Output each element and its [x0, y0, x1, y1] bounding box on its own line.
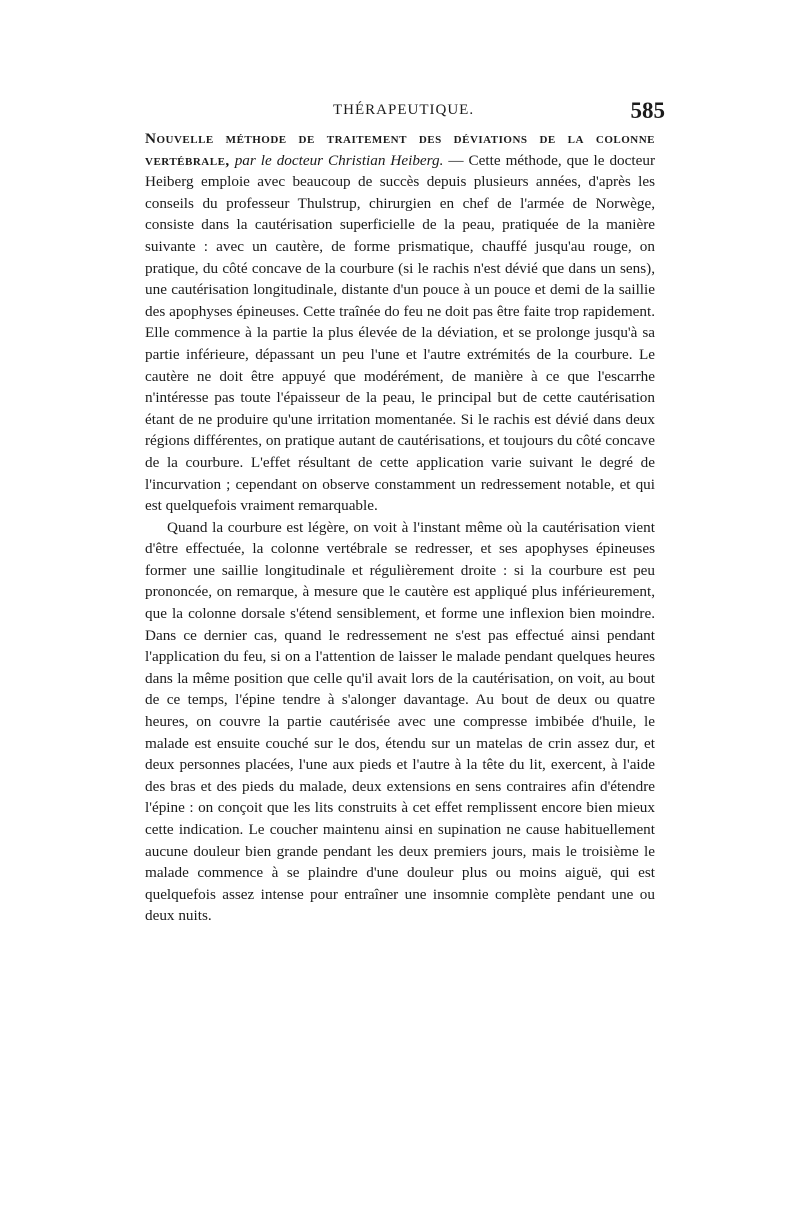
article-body [145, 128, 655, 927]
running-head [145, 98, 665, 128]
paragraph-2: Quand la courbure est légère, on voit à l'instant même où la cautérisation vient d'être effectuée, la colonne vertébrale se redresser, et ses apophyses épineuses former une saillie longitudinale et régulièrement droite : si la courbure est peu prononcée, on remarque, à mesure que le cautère est appliqué plus inférieurement, que la colonne dorsale s'étend sensiblement, et forme une inflexion bien moindre. Dans ce dernier cas, quand le redressement ne s'est pas effectué ainsi pendant l'application du feu, si on a l'attention de laisser le malade pendant quelques heures dans la même position que celle qu'il avait lors de la cautérisation, on voit, au bout de ce temps, l'épine tendre à s'alonger davantage. Au bout de deux ou quatre heures, on couvre la partie cautérisée avec une compresse imbibée d'huile, le malade est ensuite couché sur le dos, étendu sur un matelas de crin assez dur, et deux personnes placées, l'une aux pieds et l'autre à la tête du lit, exercent, à l'aide des bras et des pieds du malade, deux extensions en sens contraires afin d'étendre l'épine : on conçoit que les lits construits à cet effet remplissent encore bien mieux cette indication. Le coucher maintenu ainsi en supination ne cause habituellement aucune douleur bien grande pendant les deux premiers jours, mais le troisième le malade commence à se plaindre d'une douleur plus ou moins aiguë, qui est quelquefois assez intense pour entraîner une insomnie complète pendant une ou deux nuits. [145, 518, 655, 925]
article-byline: par le docteur Christian Heiberg. [229, 151, 444, 169]
running-title: THÉRAPEUTIQUE. [333, 102, 475, 118]
article-heading: Nouvelle méthode de traitement des déviations de la colonne vertébrale, [145, 130, 655, 169]
paragraph-1 [145, 128, 655, 517]
page-number: 585 [630, 98, 665, 123]
paragraph-1-text: — Cette méthode, que le docteur Heiberg emploie avec beaucoup de succès depuis plusieurs années, d'après les conseils du professeur Thulstrup, chirurgien en chef de l'armée de Norwège, consiste dans la cautérisation superficielle de la peau, pratiquée de la manière suivante : avec un cautère, de forme prismatique, chauffé jusqu'au rouge, on pratique, du côté concave de la courbure (si le rachis n'est dévié que dans un sens), une cautérisation longitudinale, distante d'un pouce à un pouce et demi de la saillie des apophyses épineuses. Cette traînée do feu ne doit pas être faite trop rapidement. Elle commence à la partie la plus élevée de la déviation, et se prolonge jusqu'à sa partie inférieure, dépassant un peu l'une et l'autre extrémités de la courbure. Le cautère ne doit être appuyé que modérément, de manière à ce que l'escarrhe n'intéresse pas toute l'épaisseur de la peau, le principal but de cette cautérisation étant de ne produire qu'une irritation momentanée. Si le rachis est dévié dans deux régions différentes, on pratique autant de cautérisations, et toujours du côté concave de la courbure. L'effet résultant de cette application varie suivant le degré de l'incurvation ; cependant on observe constamment un redressement notable, et qui est quelquefois vraiment remarquable. [145, 151, 656, 515]
